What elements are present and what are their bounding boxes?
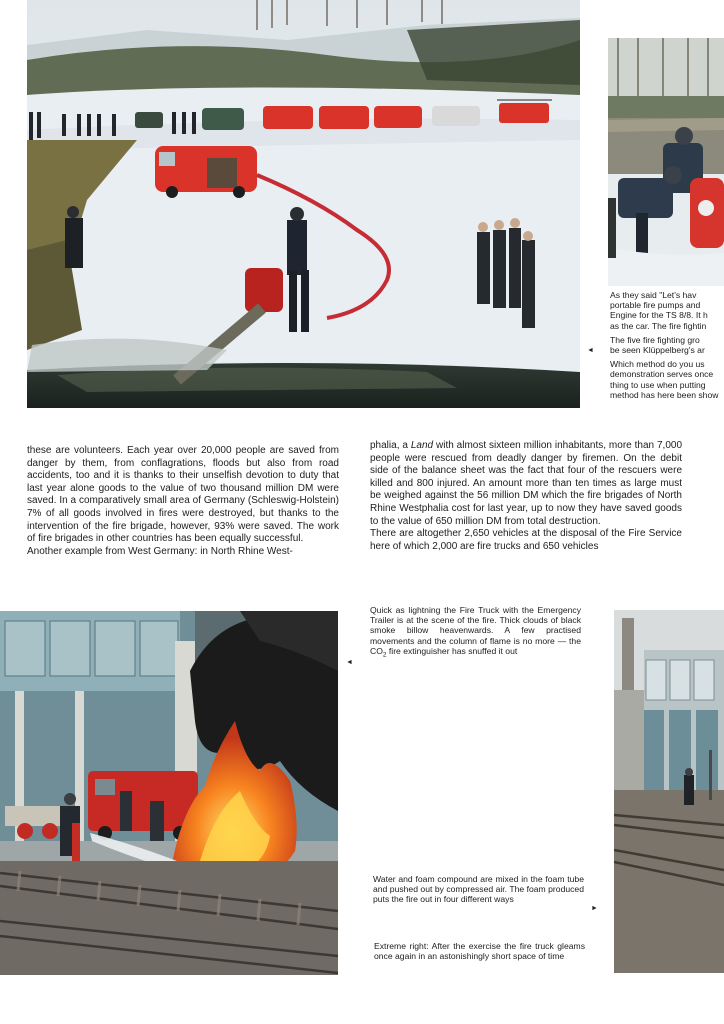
text-run: Extreme right: After the exercise the fire truck gleams once again in an astonishingly short space of time	[374, 941, 585, 962]
photo-fire-extinguishing-rails	[0, 611, 338, 975]
caption-line: as the car. The fire fightin	[610, 320, 707, 331]
body-column-right	[370, 440, 682, 553]
caption-line: Engine for the TS 8/8. It h	[610, 310, 708, 321]
text-run: Quick as lightning the Fire Truck with the Emergency Trailer is at the scene of the fire. Thick clouds of black smoke billow heavenwards. A few practised movements and the column of flame is no more — the CO	[370, 605, 581, 656]
body-paragraph	[370, 440, 682, 528]
caption-line: be seen Klüppelberg's ar	[610, 345, 705, 356]
caption-foam	[373, 874, 584, 905]
body-paragraph: Another example from West Germany: in North Rhine West-	[27, 545, 293, 557]
body-paragraph: There are altogether 2,650 vehicles at the disposal of the Fire Service here of which 2,000 are fire trucks and 650 vehicles	[370, 528, 682, 552]
caption-line: Which method do you us	[610, 359, 705, 370]
caption-top-right	[610, 290, 724, 404]
emphasis-land: Land	[410, 440, 434, 451]
caption-line: The five fire fighting gro	[610, 334, 700, 345]
pointer-arrow-right: ►	[591, 905, 598, 912]
body-paragraph: these are volunteers. Each year over 20,000 people are saved from danger by them, from conflagrations, floods but also from road accidents, too and it is thanks to their unselfish devotion to duty that last year alone goods to the value of two thousand million DM were saved. In a comparatively small area of Germany (Schleswig-Holstein) 7% of all goods involved in fires were destroyed, but thanks to the intervention of the fire brigade, however, 93% were saved. The work of fire brigades in other countries has been equally successful.	[27, 445, 339, 545]
photo-snow-fire-exercise	[27, 0, 580, 408]
pointer-arrow-left: ◄	[346, 659, 353, 666]
body-column-left	[27, 445, 339, 558]
text-run: fire extinguisher has snuffed it out	[386, 645, 518, 656]
caption-line: portable fire pumps and	[610, 300, 701, 311]
caption-line: method has here been show	[610, 389, 719, 400]
photo-truck-clean-building	[614, 610, 724, 973]
text-run: phalia, a	[370, 440, 411, 451]
subscript-2: 2	[382, 651, 387, 659]
text-run: Water and foam compound are mixed in the foam tube and pushed out by compressed air. The foam produced puts the fire out in four different ways	[373, 874, 584, 905]
pointer-arrow-left: ◄	[587, 347, 594, 354]
caption-line: As they said "Let's hav	[610, 290, 697, 300]
text-run: with almost sixteen million inhabitants, more than 7,000 people were rescued from deadly danger by firemen. On the debit side of the balance sheet was the fact that four of the rescuers were killed and 800 injured. An amount more than ten times as large must be weighed against the 56 million DM which the fire brigades of North Rhine Westphalia cost for last year, up to now they have saved goods to the value of 650 million DM from total destruction.	[370, 440, 682, 527]
caption-fire-truck-scene	[370, 605, 581, 661]
caption-line: demonstration serves once	[610, 369, 714, 380]
caption-extreme-right	[374, 941, 585, 961]
caption-line: thing to use when putting	[610, 379, 706, 390]
photo-firemen-with-pump	[608, 38, 724, 286]
